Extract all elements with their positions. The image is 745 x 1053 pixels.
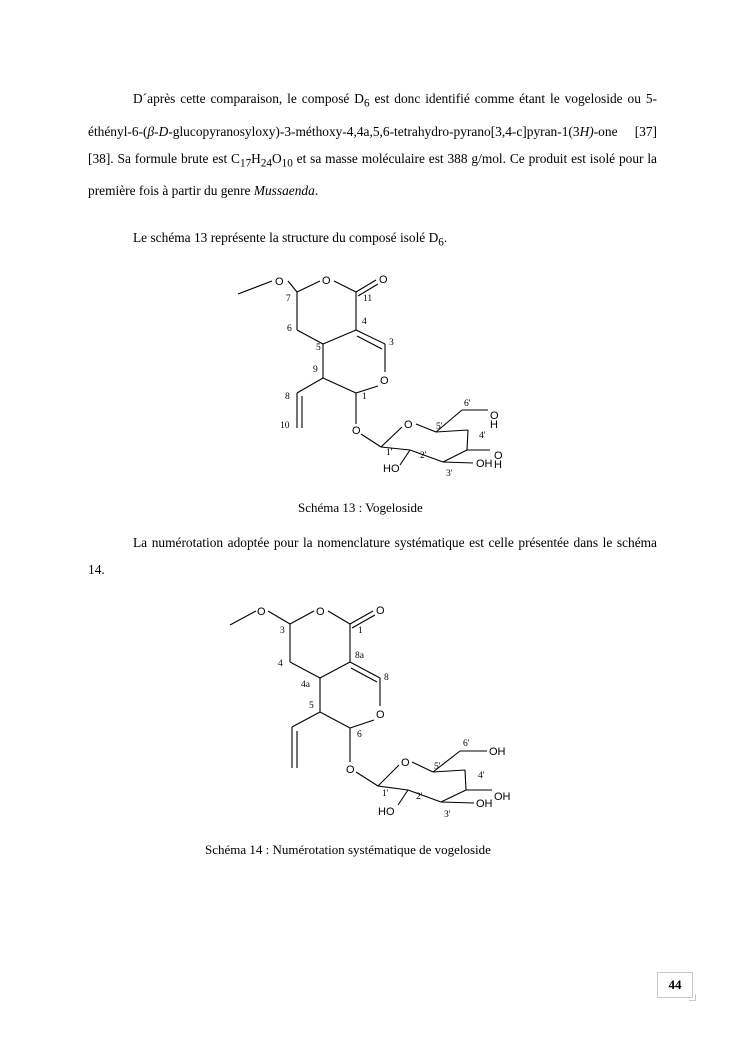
atom-number: 4' (478, 771, 485, 781)
atom-number: 3' (444, 810, 451, 820)
subscript: 6 (363, 97, 370, 110)
subscript: 6 (438, 236, 444, 249)
ring-oxygen: O (322, 275, 331, 287)
methoxy-oxygen: O (257, 606, 266, 618)
text-run: - (154, 123, 159, 139)
text-run: . (314, 183, 319, 199)
italic-genus: Mussaenda (253, 183, 315, 199)
text-run: H (251, 150, 261, 166)
atom-number: 6' (464, 399, 471, 409)
atom-number: 2' (416, 792, 423, 802)
hydroxyl-6p-oxygen: O (490, 410, 499, 422)
hydroxyl-3p: OH (476, 458, 493, 470)
hydroxyl-2p: HO (383, 463, 400, 475)
scheme-13-caption: Schéma 13 : Vogeloside (298, 500, 423, 515)
atom-number: 4 (278, 659, 283, 669)
subscript: 17 (239, 157, 252, 170)
ring-oxygen: O (316, 606, 325, 618)
hydroxyl-4p-hydrogen: H (494, 459, 502, 471)
sugar-ring-oxygen: O (404, 419, 413, 431)
text-run: -glucopyranosyloxy)-3-méthoxy-4,4a,5,6-tetrahydro-pyrano[3,4-c]pyran-1(3 (168, 123, 580, 139)
atom-number: 3' (446, 469, 453, 479)
pyran-oxygen: O (376, 709, 385, 721)
atom-number: 9 (313, 365, 318, 375)
text-run: . (443, 230, 448, 245)
atom-number: 7 (286, 294, 291, 304)
atom-number: 3 (389, 338, 394, 348)
text-run: -one [37][38]. Sa formule brute est C (88, 123, 657, 166)
text-run: est donc identifié comme étant le vogeloside ou 5-éthényl-6-( (88, 91, 657, 139)
atom-number: 6 (357, 730, 362, 740)
italic-h: H) (579, 123, 594, 139)
italic-d: D (158, 123, 169, 139)
atom-number: 11 (363, 294, 373, 304)
text-run: O (271, 150, 282, 166)
glycosidic-oxygen: O (352, 425, 361, 437)
atom-number: 1' (386, 448, 393, 458)
methoxy-oxygen: O (275, 276, 284, 288)
atom-number: 5 (316, 343, 321, 353)
hydroxyl-4p-oxygen: O (494, 450, 503, 462)
atom-number: 1 (358, 626, 363, 636)
glycosidic-oxygen: O (346, 764, 355, 776)
atom-number: 3 (280, 626, 285, 636)
text-run: Le schéma 13 représente la structure du composé isolé D (133, 230, 439, 245)
carbonyl-oxygen: O (376, 605, 385, 617)
atom-number: 8 (384, 673, 389, 683)
subscript: 24 (260, 157, 272, 170)
atom-number: 4' (479, 431, 486, 441)
pyran-oxygen: O (380, 375, 389, 387)
atom-number: 10 (280, 421, 290, 431)
hydroxyl-2p: HO (378, 806, 395, 818)
atom-number: 1' (382, 789, 389, 799)
hydroxyl-6p: OH (489, 746, 506, 758)
atom-number: 6 (287, 324, 292, 334)
italic-beta: β (147, 123, 155, 139)
text-run: et sa masse moléculaire est 388 g/mol. Ce produit est isolé pour la première fois à partir du genre (88, 150, 658, 199)
text-run: D´après cette comparaison, le composé D (133, 91, 364, 106)
subscript: 10 (281, 157, 293, 170)
hydroxyl-3p: OH (476, 798, 493, 810)
atom-number: 4a (301, 680, 310, 690)
scheme-14-caption: Schéma 14 : Numérotation systématique de vogeloside (205, 842, 491, 857)
atom-number: 5' (436, 422, 443, 432)
atom-number: 5 (309, 701, 314, 711)
page-number: 44 (657, 972, 693, 998)
atom-number: 1 (362, 392, 367, 402)
carbonyl-oxygen: O (379, 274, 388, 286)
atom-number: 6' (463, 739, 470, 749)
hydroxyl-6p-hydrogen: H (490, 419, 498, 431)
hydroxyl-4p: OH (494, 791, 511, 803)
atom-number: 5' (434, 762, 441, 772)
atom-number: 2' (420, 451, 427, 461)
text-run: La numérotation adoptée pour la nomenclature systématique est celle présentée dans le schéma 14. (88, 535, 657, 577)
sugar-ring-oxygen: O (401, 757, 410, 769)
atom-number: 4 (362, 317, 367, 327)
atom-number: 8 (285, 392, 290, 402)
atom-number: 8a (355, 651, 364, 661)
